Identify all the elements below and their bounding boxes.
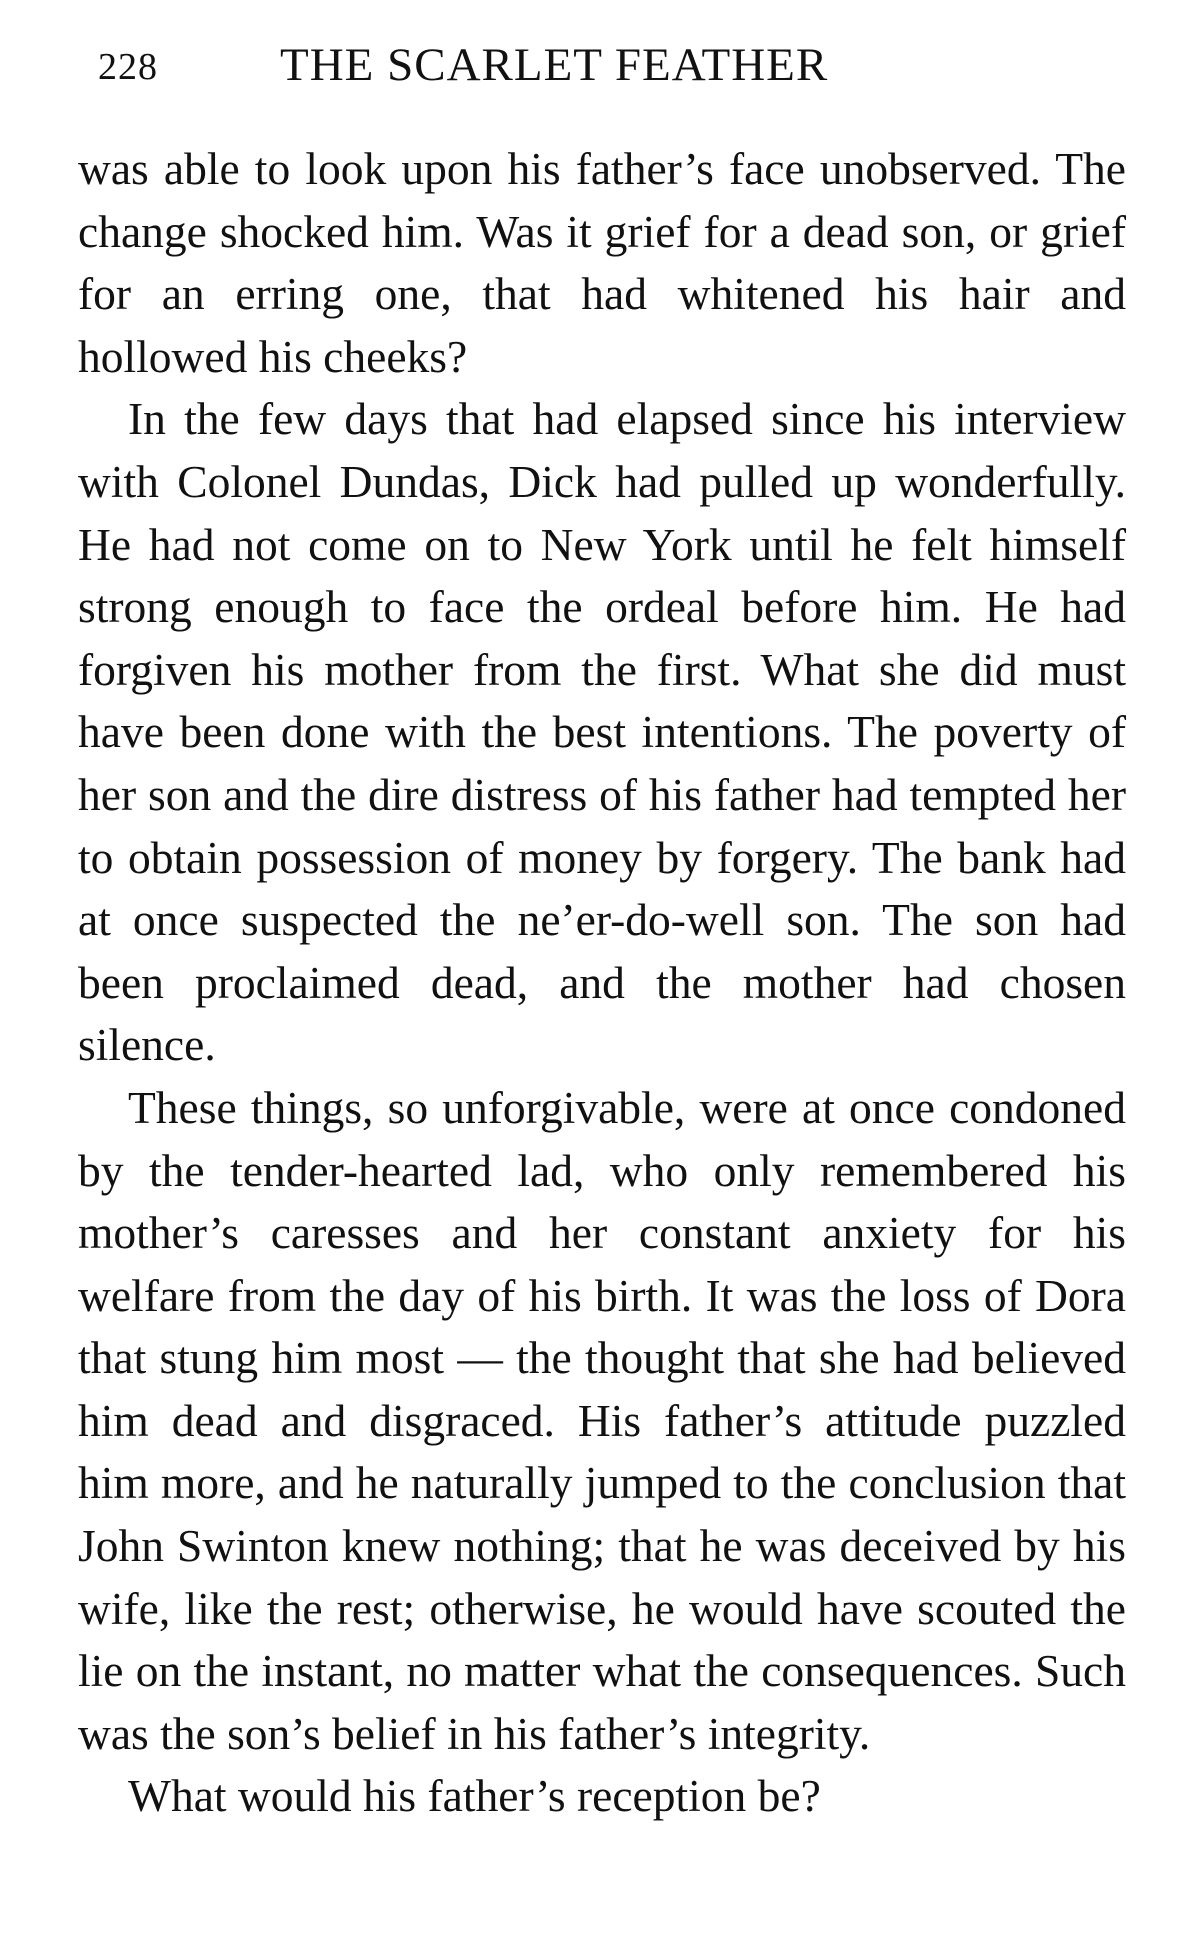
book-page (78, 30, 1126, 1828)
paragraph: These things, so unforgivable, were at once condoned by the tender-hearted lad, who only remembered his mother’s caresses and her constant anxiety for his welfare from the day of his birth. It was the loss of Dora that stung him most — the thought that she had believed him dead and disgraced. His father’s attitude puzzled him more, and he naturally jumped to the conclusion that John Swinton knew nothing; that he was deceived by his wife, like the rest; otherwise, he would have scouted the lie on the instant, no matter what the consequences. Such was the son’s belief in his father’s integrity. (78, 1081, 1126, 1759)
body-text (78, 138, 1126, 1828)
page-number: 228 (98, 46, 158, 88)
book-title: THE SCARLET FEATHER (280, 39, 829, 91)
paragraph: In the few days that had elapsed since his interview with Colonel Dundas, Dick had pulled up wonderfully. He had not come on to New York until he felt himself strong enough to face the ordeal before him. He had forgiven his mother from the first. What she did must have been done with the best intentions. The poverty of her son and the dire distress of his father had tempted her to obtain possession of money by forgery. The bank had at once suspected the ne’er-do-well son. The son had been proclaimed dead, and the mother had chosen silence. (78, 393, 1126, 1071)
paragraph: What would his father’s reception be? (128, 1770, 821, 1822)
running-head (78, 30, 1126, 100)
paragraph-continued: was able to look upon his father’s face unobserved. The change shocked him. Was it grief for a dead son, or grief for an erring one, that had whitened his hair and hollowed his cheeks? (78, 143, 1126, 382)
